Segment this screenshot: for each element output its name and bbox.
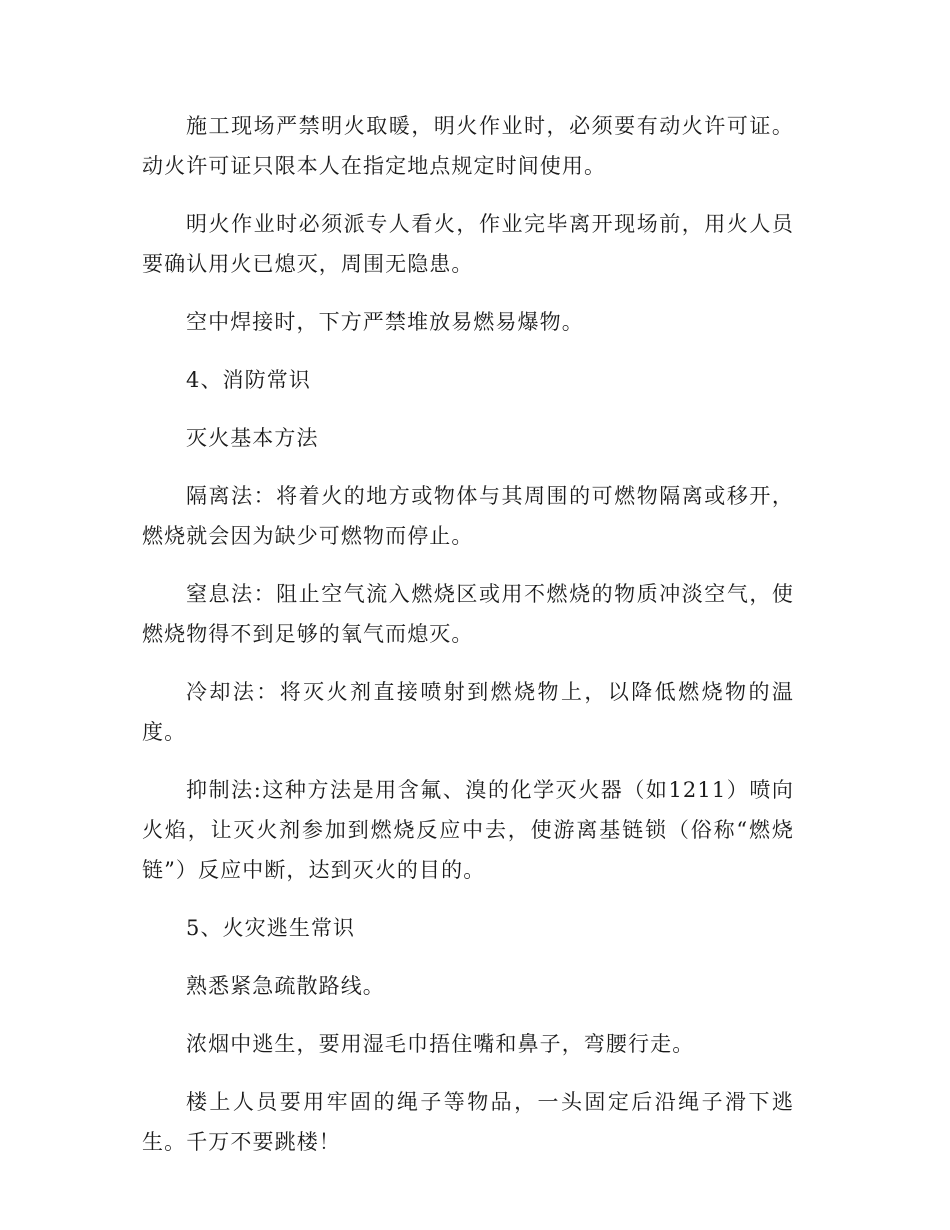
paragraph-evacuation-routes: 熟悉紧急疏散路线。 xyxy=(186,974,385,998)
paragraph-suppression-method: 抑制法:这种方法是用含氟、溴的化学灭火器（如1211）喷向火焰，让灭火剂参加到燃烧反应中去，使游离基链锁（俗称“燃烧链”）反应中断，达到灭火的目的。 xyxy=(142,778,794,882)
paragraph-cooling-method: 冷却法：将灭火剂直接喷射到燃烧物上，以降低燃烧物的温度。 xyxy=(142,680,794,744)
paragraph-welding: 空中焊接时，下方严禁堆放易燃易爆物。 xyxy=(186,310,584,334)
paragraph-rope-escape: 楼上人员要用牢固的绳子等物品，一头固定后沿绳子滑下逃生。千万不要跳楼！ xyxy=(142,1090,794,1154)
section-heading-fire-knowledge: 4、消防常识 xyxy=(186,368,311,392)
paragraph-smoke-escape: 浓烟中逃生，要用湿毛巾捂住嘴和鼻子，弯腰行走。 xyxy=(186,1032,695,1056)
subheading-extinguishing-methods: 灭火基本方法 xyxy=(186,426,319,450)
paragraph-suffocation-method: 窒息法：阻止空气流入燃烧区或用不燃烧的物质冲淡空气，使燃烧物得不到足够的氧气而熄灭。 xyxy=(142,582,794,646)
document-body xyxy=(142,106,794,1180)
paragraph-fire-watch: 明火作业时必须派专人看火，作业完毕离开现场前，用火人员要确认用火已熄灭，周围无隐患。 xyxy=(142,212,794,276)
paragraph-fire-permit: 施工现场严禁明火取暖，明火作业时，必须要有动火许可证。动火许可证只限本人在指定地点规定时间使用。 xyxy=(142,114,794,178)
paragraph-isolation-method: 隔离法：将着火的地方或物体与其周围的可燃物隔离或移开，燃烧就会因为缺少可燃物而停止。 xyxy=(142,484,794,548)
section-heading-fire-escape: 5、火灾逃生常识 xyxy=(186,916,356,940)
